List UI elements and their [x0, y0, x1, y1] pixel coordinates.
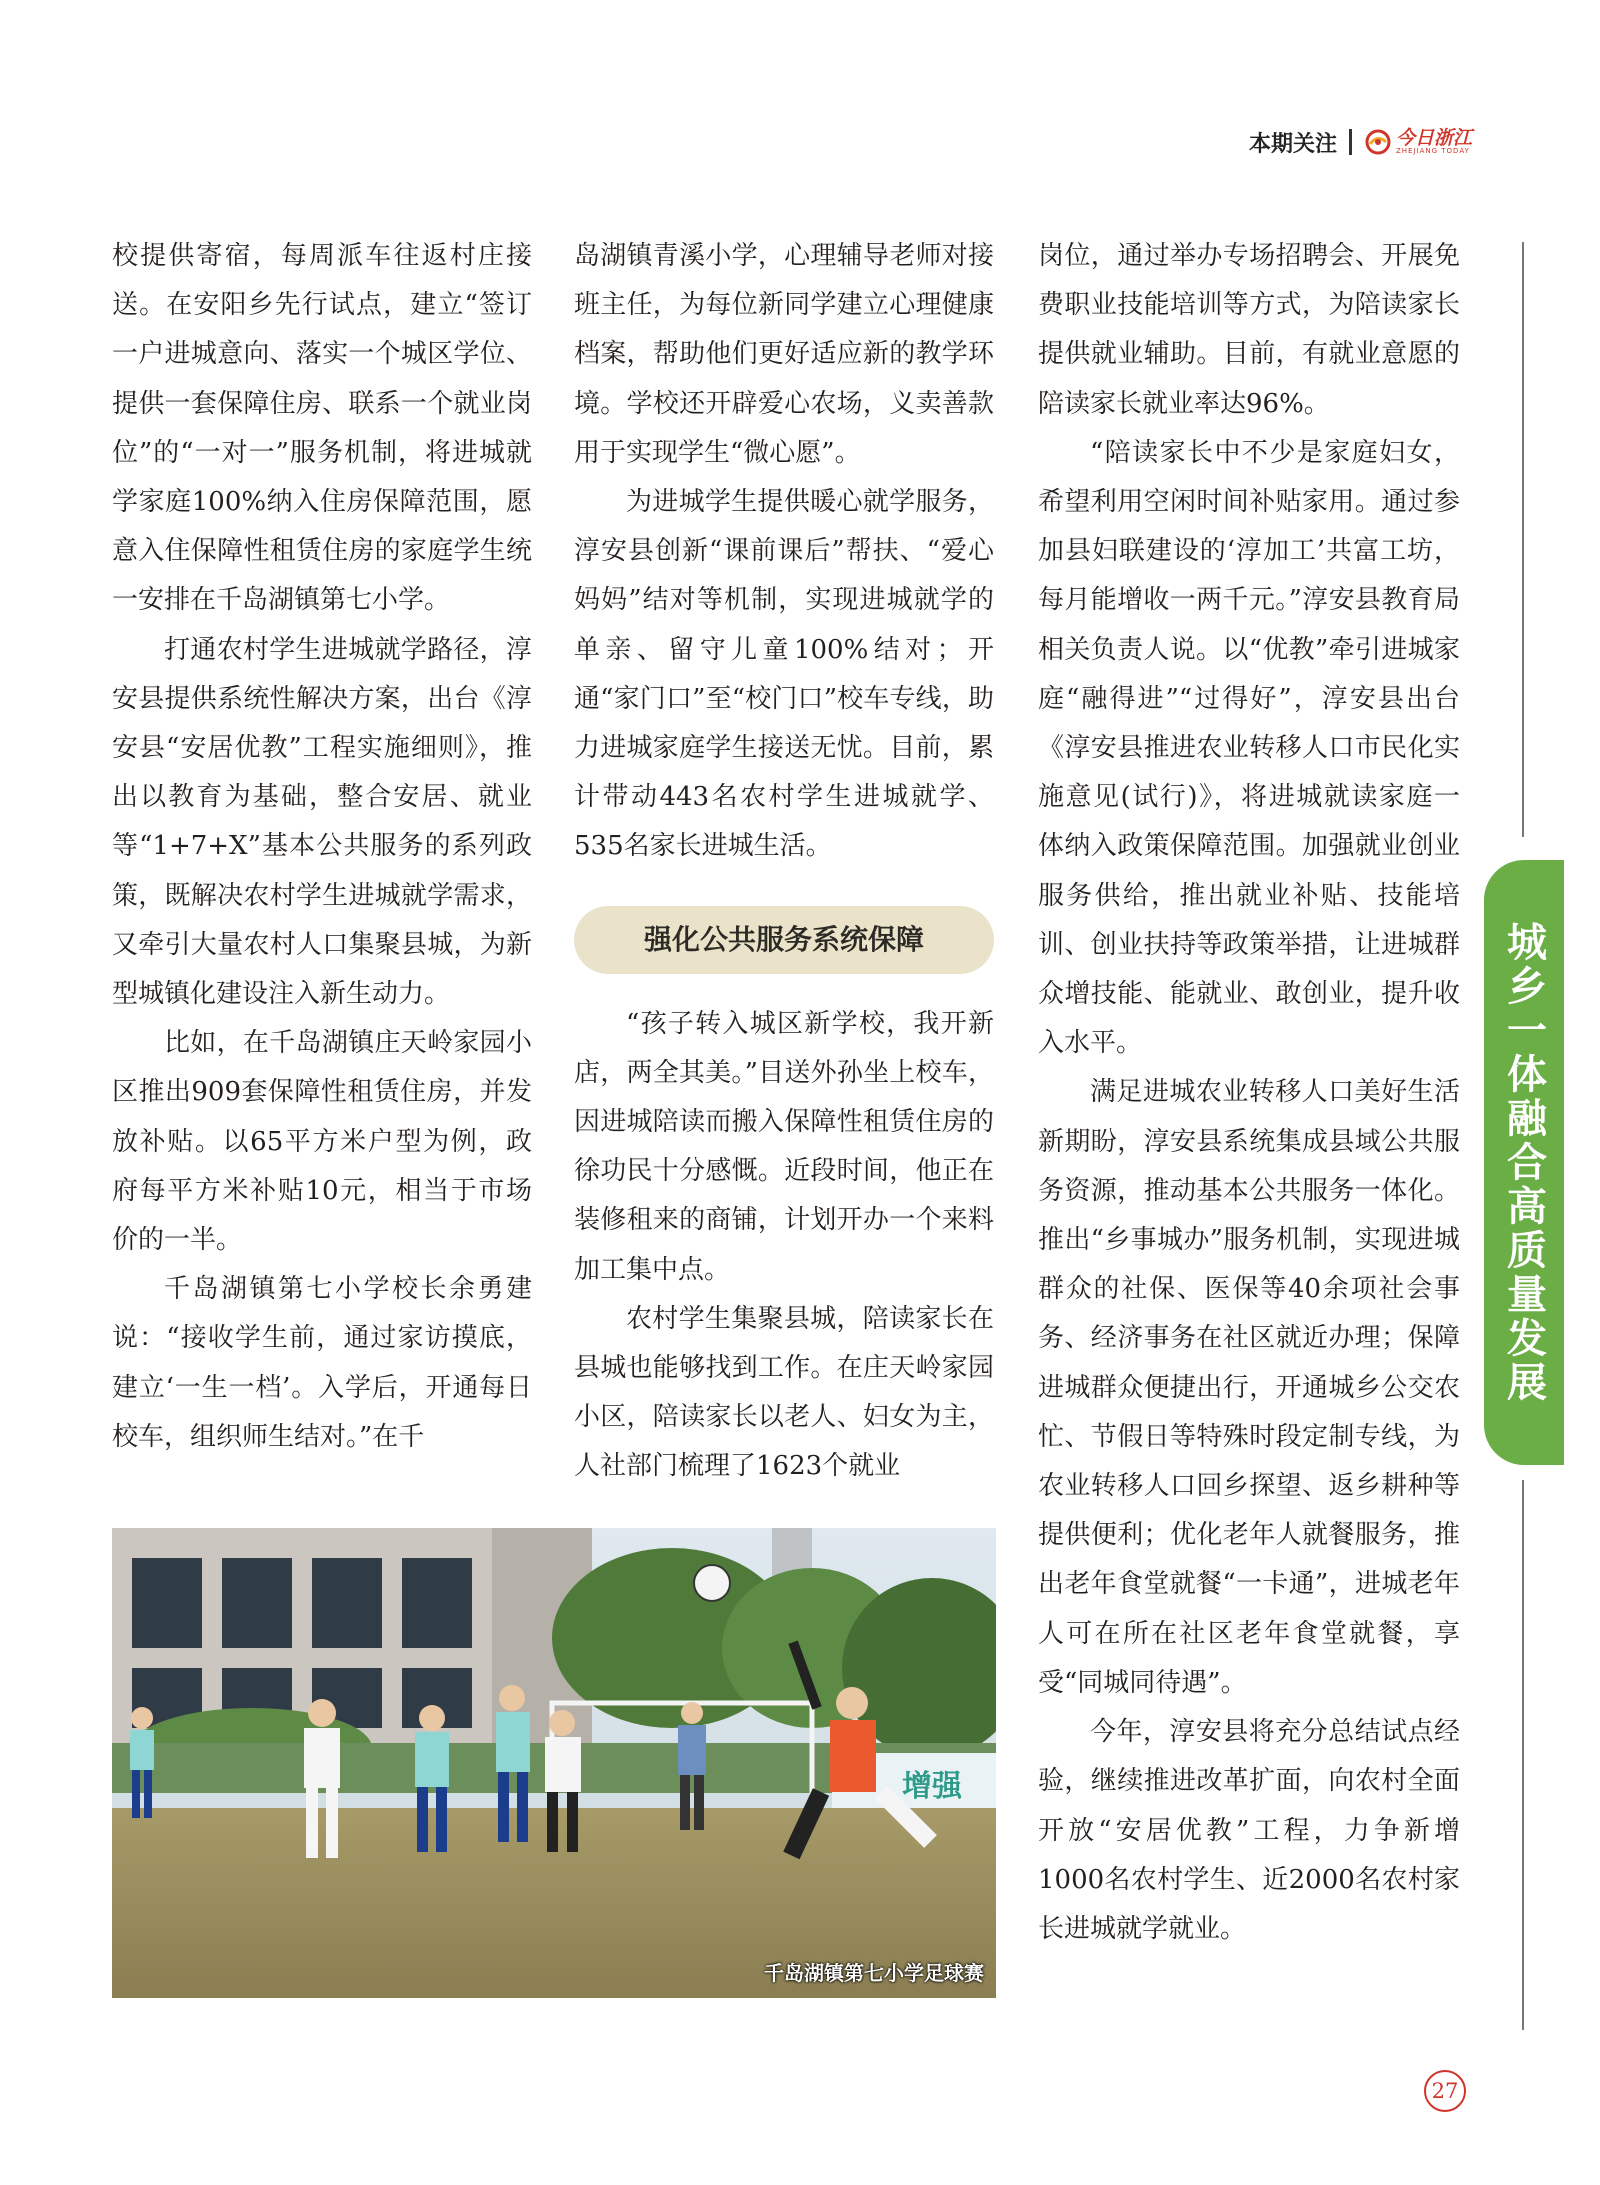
paragraph: 打通农村学生进城就学路径，淳安县提供系统性解决方案，出台《淳安县“安居优教”工程实施细则》，推出以教育为基础，整合安居、就业等“1+7+X”基本公共服务的系列政策，既解决农村学生进城就学需求，又牵引大量农村人口集聚县城，为新型城镇化建设注入新生动力。: [112, 634, 532, 1010]
side-rule-bottom: [1522, 1480, 1524, 2030]
side-tab-text: 城乡一体融合高质量发展: [1500, 920, 1547, 1405]
logo-en: ZHEJIANG TODAY: [1395, 147, 1470, 155]
logo-cn: 今日浙江: [1395, 127, 1472, 149]
banner-text: 增强: [902, 1769, 962, 1804]
paragraph: 为进城学生提供暖心就学服务，淳安县创新“课前课后”帮扶、“爱心妈妈”结对等机制，实现进城就学的单亲、留守儿童100%结对；开通“家门口”至“校门口”校车专线，助力进城家庭学生接送无忧。目前，累计带动443名农村学生进城就学、535名家长进城生活。: [574, 487, 994, 862]
paragraph: 千岛湖镇第七小学校长余勇建说：“接收学生前，通过家访摸底，建立‘一生一档’。入学后，开通每日校车，组织师生结对。”在千: [112, 1274, 532, 1452]
page-header: [1249, 122, 1472, 162]
paragraph: “孩子转入城区新学校，我开新店，两全其美。”目送外孙坐上校车，因进城陪读而搬入保障性租赁住房的徐功民十分感慨。近段时间，他正在装修租来的商铺，计划开办一个来料加工集中点。: [574, 1008, 994, 1285]
column-1: [112, 232, 532, 1462]
column-3: [1038, 232, 1460, 1954]
paragraph: 满足进城农业转移人口美好生活新期盼，淳安县系统集成县域公共服务资源，推动基本公共服务一体化。推出“乡事城办”服务机制，实现进城群众的社保、医保等40余项社会事务、经济事务在社区就近办理；保障进城群众便捷出行，开通城乡公交农忙、节假日等特殊时段定制专线，为农业转移人口回乡探望、返乡耕种等提供便利；优化老年人就餐服务，推出老年食堂就餐“一卡通”，进城老年人可在所在社区老年食堂就餐，享受“同城同待遇”。: [1038, 1077, 1460, 1698]
side-rule-top: [1522, 242, 1524, 837]
side-section-tab: [1484, 860, 1564, 1465]
column-2: [574, 232, 994, 1492]
paragraph: “陪读家长中不少是家庭妇女，希望利用空闲时间补贴家用。通过参加县妇联建设的‘淳加工’共富工坊，每月能增收一两千元。”淳安县教育局相关负责人说。以“优教”牵引进城家庭“融得进”“过得好”，淳安县出台《淳安县推进农业转移人口市民化实施意见(试行)》，将进城就读家庭一体纳入政策保障范围。加强就业创业服务供给，推出就业补贴、技能培训、创业扶持等政策举措，让进城群众增技能、能就业、敢创业，提升收入水平。: [1038, 437, 1460, 1059]
page-number: 27: [1424, 2070, 1466, 2112]
section-heading: 强化公共服务系统保障: [574, 906, 994, 974]
photo-caption: 千岛湖镇第七小学足球赛: [764, 1961, 984, 1985]
football-match-photo: [112, 1528, 996, 1998]
paragraph: 农村学生集聚县城，陪读家长在县城也能够找到工作。在庄天岭家园小区，陪读家长以老人、妇女为主，人社部门梳理了1623个就业: [574, 1303, 994, 1482]
magazine-logo: [1364, 128, 1472, 156]
section-label: 本期关注: [1248, 131, 1337, 157]
swirl-logo-icon: [1364, 128, 1392, 156]
paragraph: 岛湖镇青溪小学，心理辅导老师对接班主任，为每位新同学建立心理健康档案，帮助他们更好适应新的教学环境。学校还开辟爱心农场，义卖善款用于实现学生“微心愿”。: [574, 241, 994, 468]
paragraph: 比如，在千岛湖镇庄天岭家园小区推出909套保障性租赁住房，并发放补贴。以65平方米户型为例，政府每平方米补贴10元，相当于市场价的一半。: [112, 1028, 532, 1256]
paragraph: 今年，淳安县将充分总结试点经验，继续推进改革扩面，向农村全面开放“安居优教”工程，力争新增1000名农村学生、近2000名农村家长进城就学就业。: [1038, 1717, 1460, 1944]
paragraph: 校提供寄宿，每周派车往返村庄接送。在安阳乡先行试点，建立“签订一户进城意向、落实一个城区学位、提供一套保障住房、联系一个就业岗位”的“一对一”服务机制，将进城就学家庭100%纳入住房保障范围，愿意入住保障性租赁住房的家庭学生统一安排在千岛湖镇第七小学。: [112, 241, 532, 616]
header-divider: [1349, 129, 1352, 155]
paragraph: 岗位，通过举办专场招聘会、开展免费职业技能培训等方式，为陪读家长提供就业辅助。目前，有就业意愿的陪读家长就业率达96%。: [1038, 241, 1460, 419]
photo-illustration: [112, 1528, 996, 1998]
